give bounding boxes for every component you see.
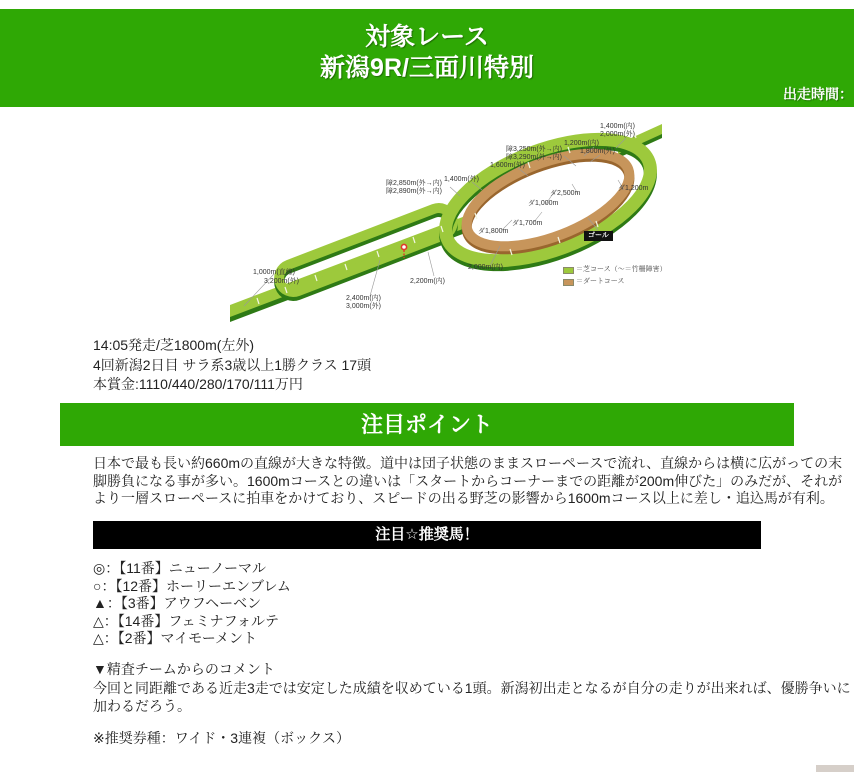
course-note: 日本で最も長い約660mの直線が大きな特徴。道中は団子状態のままスローペースで流れ、直線からは横に広がっての末脚勝負になる事が多い。1600mコースとの違いは「スタートからコーナーまでの距離が200m伸びた」のみだが、それがより一層スローペースに拍車をかけており、スピードの出る野芝の影響から1600mコース以上に差し・追込馬が有利。 (93, 455, 843, 506)
horse-item: △：【14番】フェミナフォルテ (93, 612, 279, 629)
track-label: 1,600m(外) (490, 162, 526, 169)
horse-list (93, 560, 291, 648)
legend-dirt-label: ＝ダートコース (576, 278, 625, 285)
track-label: 2,200m(内) (410, 278, 446, 285)
scrollbar-corner (816, 765, 854, 772)
race-header-banner (0, 9, 854, 107)
track-label: 1,000m(直線) (253, 269, 296, 276)
track-label: ダ1,800m (478, 228, 509, 235)
track-label: ダ2,500m (550, 190, 581, 197)
track-label: 1,200m(内) (564, 140, 600, 147)
track-label: 2,400m(内) (346, 295, 382, 302)
legend-dirt-row (563, 276, 667, 288)
track-label: 1,800m(外) (580, 148, 616, 155)
horse-item: ◎：【11番】ニューノーマル (93, 560, 267, 576)
recommend-banner: 注目☆推奨馬！ (93, 521, 761, 549)
race-title (0, 9, 854, 84)
team-comment (93, 660, 853, 716)
start-time-label: 出走時間： (783, 86, 853, 102)
race-info (93, 336, 371, 395)
racecourse-drawing (228, 120, 662, 332)
track-label: 3,000m(外) (346, 303, 382, 310)
horse-item: ○：【12番】ホーリーエンブレム (93, 577, 291, 594)
race-title-line2: 新潟9R/三面川特別 (320, 54, 534, 82)
track-label: 1,400m(内) (600, 123, 636, 130)
track-label: 3,200m(外) (264, 278, 300, 285)
track-label: 1,400m(外) (444, 176, 480, 183)
ticket-note: ※推奨券種：ワイド・3連複（ボックス） (93, 730, 350, 746)
goal-badge: ゴール (584, 231, 613, 241)
race-info-prize-money: 本賞金:1110/440/280/170/111万円 (93, 376, 303, 392)
track-label: 障2,890m(外→内) (386, 188, 443, 195)
track-label: 2,000m(外) (600, 131, 636, 138)
legend-turf-label: ＝芝コース（～＝竹柵障害） (576, 266, 667, 273)
track-label: ダ1,200m (618, 185, 649, 192)
race-info-meeting-class: 4回新潟2日目 サラ系3歳以上1勝クラス 17頭 (93, 356, 372, 373)
track-legend (563, 264, 667, 288)
horse-item: △：【2番】マイモーメント (93, 630, 258, 646)
race-info-time-distance: 14:05発走/芝1800m(左外) (93, 337, 255, 353)
track-label: 障2,850m(外→内) (386, 180, 443, 187)
race-title-line1: 対象レース (365, 23, 489, 51)
track-label: 障3,250m(外→内) (506, 146, 563, 153)
legend-turf-row (563, 264, 667, 276)
turf-swatch-icon (563, 267, 574, 274)
track-label: 2,000m(内) (468, 264, 504, 271)
horse-item: ▲：【3番】アウフヘーベン (93, 595, 262, 611)
comment-body: 今回と同距離である近走3走では安定した成績を収めている1頭。新潟初出走となるが自分の走りが出来れば、優勝争いに加わるだろう。 (93, 679, 851, 714)
dirt-swatch-icon (563, 279, 574, 286)
track-label: 障3,290m(外→内) (506, 154, 563, 161)
comment-heading: ▼精査チームからのコメント (93, 661, 275, 677)
highlight-banner: 注目ポイント (60, 403, 794, 446)
track-label: ダ1,700m (512, 220, 543, 227)
track-label: ダ1,000m (528, 200, 559, 207)
racecourse-diagram (228, 120, 667, 332)
